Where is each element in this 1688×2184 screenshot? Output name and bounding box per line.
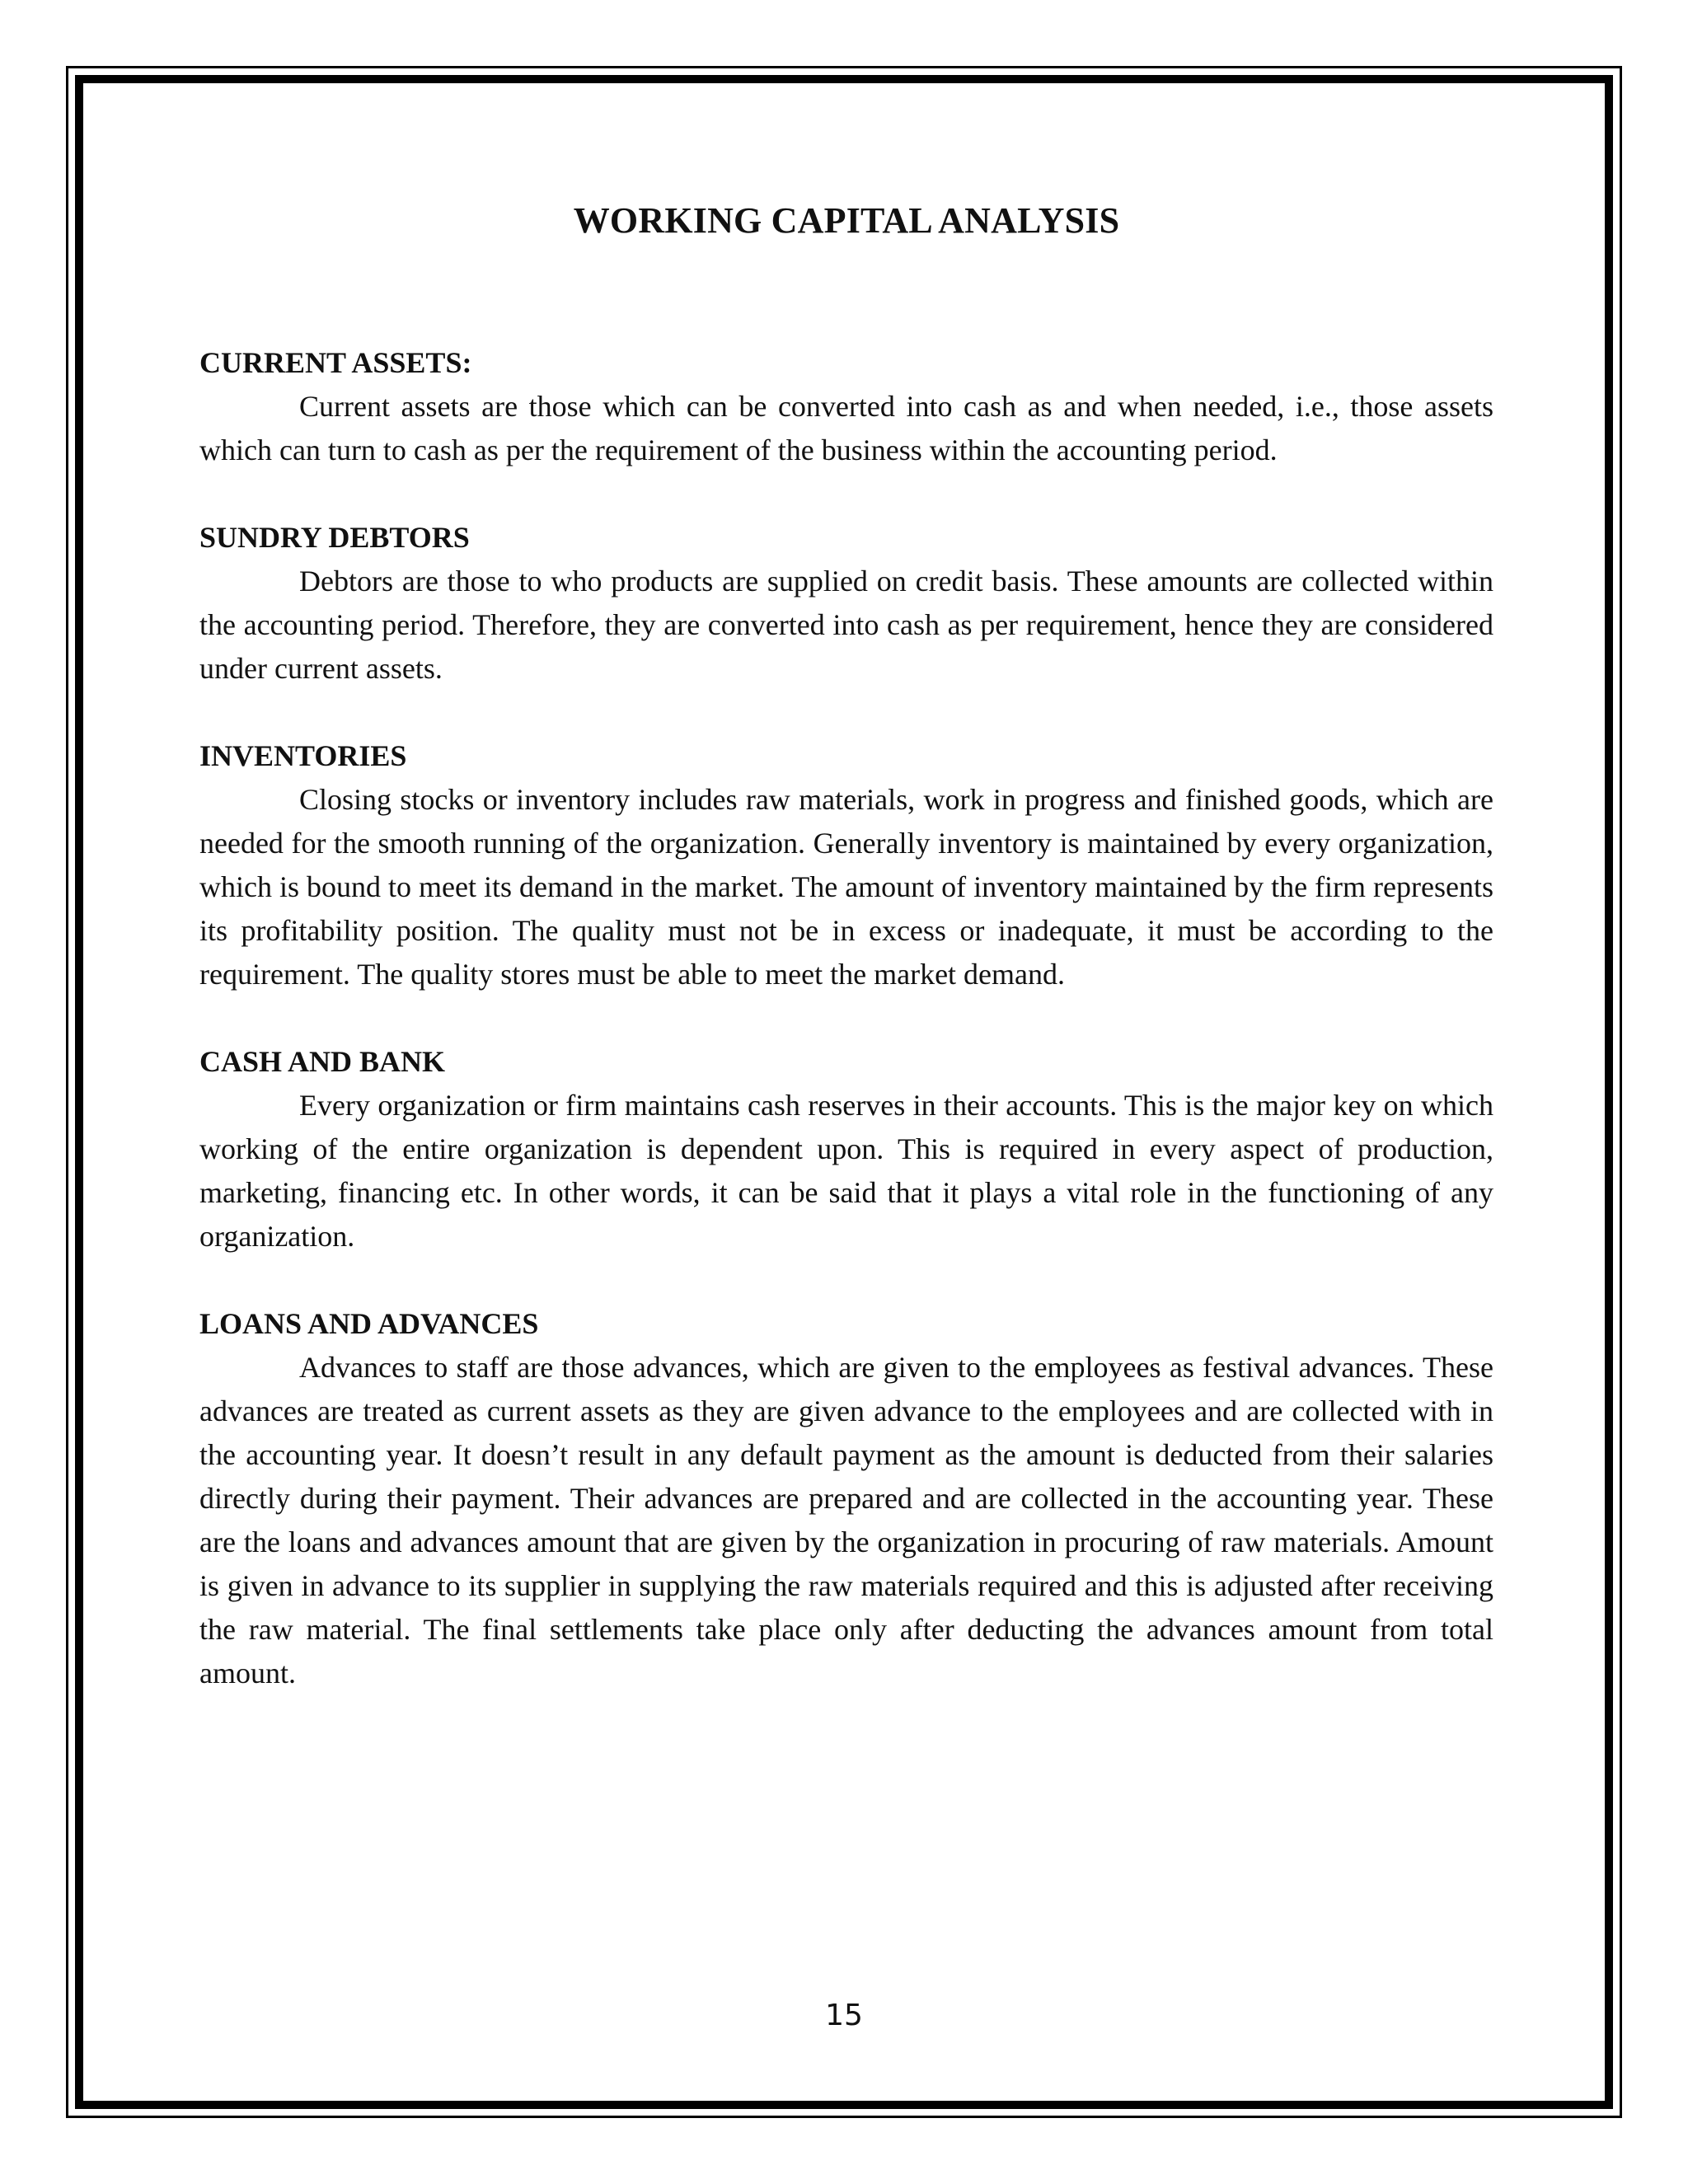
section-current-assets xyxy=(199,341,1493,472)
section-heading: INVENTORIES xyxy=(199,739,407,772)
section-heading: CASH AND BANK xyxy=(199,1045,446,1078)
section-heading: CURRENT ASSETS: xyxy=(199,346,472,379)
section-loans-and-advances xyxy=(199,1302,1493,1695)
section-paragraph: Debtors are those to who products are supplied on credit basis. These amounts are collected within the accounting period. Therefore, they are converted into cash as per requirement, hence they are considered under current assets. xyxy=(199,565,1493,685)
section-paragraph: Closing stocks or inventory includes raw materials, work in progress and finished goods, which are needed for the smooth running of the organization. Generally inventory is maintained by every organization, which is bound to meet its demand in the market. The amount of inventory maintained by the firm represents its profitability position. The quality must not be in excess or inadequate, it must be according to the requirement. The quality stores must be able to meet the market demand. xyxy=(199,783,1493,991)
section-cash-and-bank xyxy=(199,1040,1493,1258)
section-paragraph: Every organization or firm maintains cash reserves in their accounts. This is the major key on which working of the entire organization is dependent upon. This is required in every aspect of production, marketing, financing etc. In other words, it can be said that it plays a vital role in the functioning of any organization. xyxy=(199,1089,1493,1253)
section-heading: LOANS AND ADVANCES xyxy=(199,1307,539,1340)
page-content xyxy=(199,194,1493,1695)
page-number: 15 xyxy=(825,1999,863,2032)
section-inventories xyxy=(199,734,1493,996)
section-heading: SUNDRY DEBTORS xyxy=(199,521,470,554)
section-sundry-debtors xyxy=(199,516,1493,691)
section-paragraph: Current assets are those which can be converted into cash as and when needed, i.e., those assets which can turn to cash as per the requirement of the business within the accounting period. xyxy=(199,390,1493,466)
page-title: WORKING CAPITAL ANALYSIS xyxy=(573,200,1120,241)
section-paragraph: Advances to staff are those advances, which are given to the employees as festival advances. These advances are treated as current assets as they are given advance to the employees and are collected with in the accounting year. It doesn’t result in any default payment as the amount is deducted from their salaries directly during their payment. Their advances are prepared and are collected in the accounting year. These are the loans and advances amount that are given by the organization in procuring of raw materials. Amount is given in advance to its supplier in supplying the raw materials required and this is adjusted after receiving the raw material. The final settlements take place only after deducting the advances amount from total amount. xyxy=(199,1351,1493,1690)
